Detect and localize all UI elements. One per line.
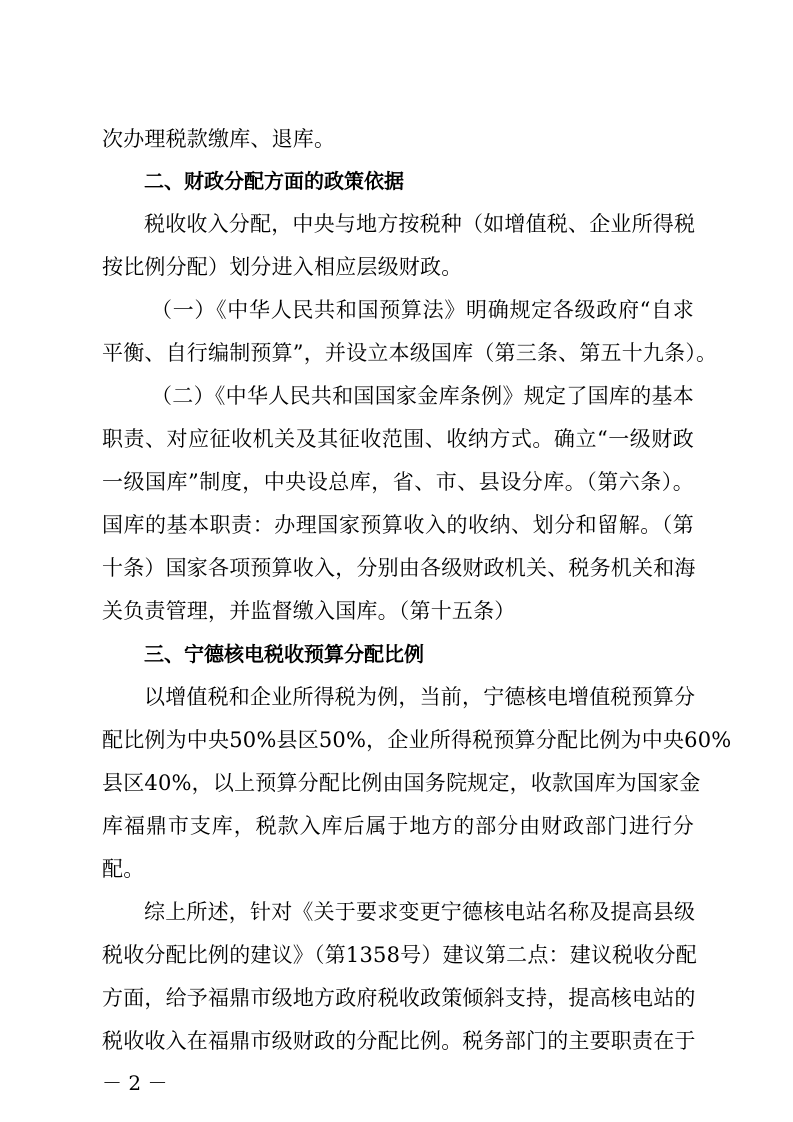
section-2-heading: 二、财政分配方面的政策依据	[144, 169, 404, 193]
section-3-heading: 三、宁德核电税收预算分配比例	[144, 642, 424, 666]
item-2-line-2: 职责、对应征收机关及其征收范围、收纳方式。确立“一级财政	[102, 427, 694, 451]
section-3-line-2: 配比例为中央50%县区50%，企业所得税预算分配比例为中央60%	[102, 728, 732, 752]
item-1-line-2: 平衡、自行编制预算”，并设立本级国库（第三条、第五十九条）。	[102, 341, 718, 365]
item-2-line-5: 十条）国家各项预算收入，分别由各级财政机关、税务机关和海	[102, 556, 696, 580]
section-3-line-3: 县区40%，以上预算分配比例由国务院规定，收款国库为国家金	[102, 771, 701, 795]
continued-line: 次办理税款缴库、退库。	[102, 127, 336, 151]
item-1-line-1: （一）《中华人民共和国预算法》明确规定各级政府“自求	[151, 298, 694, 322]
item-2-line-4: 国库的基本职责：办理国家预算收入的收纳、划分和留解。（第	[102, 513, 694, 537]
section-3-line-1: 以增值税和企业所得税为例，当前，宁德核电增值税预算分	[144, 685, 696, 709]
conclusion-line-4: 税收收入在福鼎市级财政的分配比例。税务部门的主要职责在于	[102, 1029, 696, 1053]
conclusion-line-2: 税收分配比例的建议》（第1358号）建议第二点：建议税收分配	[102, 943, 697, 967]
section-2-intro-line-2: 按比例分配）划分进入相应层级财政。	[102, 255, 463, 279]
page-number: － 2 －	[102, 1071, 168, 1095]
section-2-intro-line-1: 税收收入分配，中央与地方按税种（如增值税、企业所得税	[144, 212, 696, 236]
conclusion-line-3: 方面，给予福鼎市级地方政府税收政策倾斜支持，提高核电站的	[102, 986, 696, 1010]
conclusion-line-1: 综上所述，针对《关于要求变更宁德核电站名称及提高县级	[144, 900, 696, 924]
section-3-line-4: 库福鼎市支库，税款入库后属于地方的部分由财政部门进行分	[102, 814, 694, 838]
item-2-line-6: 关负责管理，并监督缴入国库。（第十五条）	[102, 599, 516, 623]
section-3-line-5: 配。	[102, 857, 145, 881]
item-2-line-1: （二）《中华人民共和国国家金库条例》规定了国库的基本	[151, 384, 694, 408]
item-2-line-3: 一级国库”制度，中央设总库，省、市、县设分库。（第六条）。	[102, 470, 694, 494]
